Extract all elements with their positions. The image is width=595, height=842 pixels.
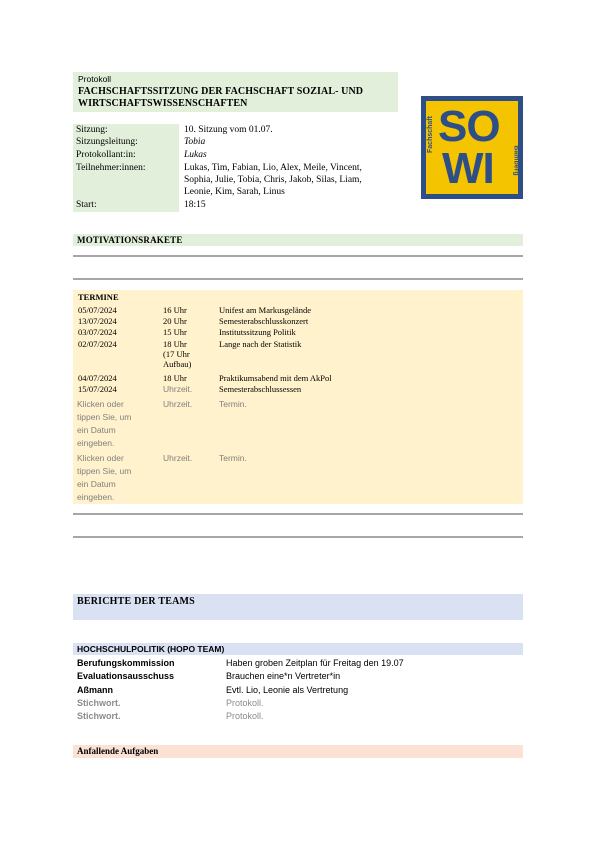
title-line-1: FACHSCHAFTSSITZUNG DER FACHSCHAFT SOZIAL- UND: [78, 86, 364, 97]
termin-event[interactable]: Lange nach der Statistik: [219, 339, 302, 349]
bericht-label[interactable]: Evaluationsausschuss: [77, 671, 175, 681]
placeholder-line: ein Datum: [77, 425, 116, 435]
divider: [73, 513, 523, 515]
start-value[interactable]: 18:15: [184, 200, 206, 210]
start-label: Start:: [76, 200, 97, 210]
time-placeholder[interactable]: Uhrzeit.: [163, 399, 193, 409]
bericht-label-placeholder[interactable]: Stichwort.: [77, 698, 121, 708]
teilnehmer-line-2: Sophia, Julie, Tobia, Chris, Jakob, Silas, Liam,: [184, 175, 362, 185]
leitung-label: Sitzungsleitung:: [76, 137, 138, 147]
termin-time[interactable]: [163, 339, 191, 369]
date-placeholder[interactable]: [77, 452, 131, 504]
teilnehmer-line-1: Lukas, Tim, Fabian, Lio, Alex, Meile, Vincent,: [184, 163, 362, 173]
termin-date[interactable]: 13/07/2024: [78, 316, 117, 326]
termin-event[interactable]: Praktikumsabend mit dem AkPol: [219, 373, 332, 383]
title-line-2: WIRTSCHAFTSWISSENSCHAFTEN: [78, 97, 248, 109]
termin-date[interactable]: 02/07/2024: [78, 339, 117, 349]
teilnehmer-label: Teilnehmer:innen:: [76, 163, 146, 173]
motivation-title: MOTIVATIONSRAKETE: [77, 235, 183, 245]
termin-event[interactable]: Unifest am Markusgelände: [219, 305, 312, 315]
termin-time-line: Aufbau): [163, 359, 192, 369]
divider: [73, 536, 523, 538]
termin-date[interactable]: 15/07/2024: [78, 384, 117, 394]
logo-side-left: Fachschaft: [426, 116, 434, 153]
bericht-label-placeholder[interactable]: Stichwort.: [77, 711, 121, 721]
divider: [73, 278, 523, 280]
bericht-value[interactable]: Evtl. Lio, Leonie als Vertretung: [226, 685, 349, 695]
placeholder-line: tippen Sie, um: [77, 412, 132, 422]
aufgaben-title: Anfallende Aufgaben: [77, 746, 159, 756]
termin-date[interactable]: 03/07/2024: [78, 327, 117, 337]
divider: [73, 255, 523, 257]
protokollant-value[interactable]: Lukas: [184, 150, 207, 160]
termin-event[interactable]: Semesterabschlusskonzert: [219, 316, 309, 326]
hopo-title: HOCHSCHULPOLITIK (HOPO TEAM): [77, 644, 225, 654]
placeholder-line: Klicken oder: [77, 453, 124, 463]
leitung-value[interactable]: Tobia: [184, 137, 206, 147]
sitzung-label: Sitzung:: [76, 125, 108, 135]
placeholder-line: ein Datum: [77, 479, 116, 489]
bericht-value[interactable]: Brauchen eine*n Vertreter*in: [226, 671, 341, 681]
termin-time[interactable]: 16 Uhr: [163, 305, 187, 315]
termin-event[interactable]: Semesterabschlussessen: [219, 384, 302, 394]
termin-time[interactable]: 18 Uhr: [163, 373, 187, 383]
termin-event[interactable]: Institutssitzung Politik: [219, 327, 296, 337]
event-placeholder[interactable]: Termin.: [219, 453, 247, 463]
document-title: [78, 86, 396, 109]
termin-time-line: 18 Uhr: [163, 339, 187, 349]
sowi-logo: [421, 96, 523, 199]
logo-text-top: SO: [438, 102, 500, 151]
logo-side-right: Bamberg: [512, 145, 520, 176]
termin-time[interactable]: 20 Uhr: [163, 316, 187, 326]
logo-inner: [426, 101, 518, 194]
termin-time-placeholder[interactable]: Uhrzeit.: [163, 384, 193, 394]
bericht-value[interactable]: Haben groben Zeitplan für Freitag den 19.07: [226, 658, 404, 668]
bericht-label[interactable]: Berufungskommission: [77, 658, 175, 668]
termin-time[interactable]: 15 Uhr: [163, 327, 187, 337]
termine-title: TERMINE: [78, 292, 119, 302]
placeholder-line: eingeben.: [77, 492, 115, 502]
placeholder-line: eingeben.: [77, 438, 115, 448]
event-placeholder[interactable]: Termin.: [219, 399, 247, 409]
date-placeholder[interactable]: [77, 398, 131, 450]
termin-date[interactable]: 05/07/2024: [78, 305, 117, 315]
teilnehmer-line-3: Leonie, Kim, Sarah, Linus: [184, 187, 285, 197]
bericht-label[interactable]: Aßmann: [77, 685, 113, 695]
termin-date[interactable]: 04/07/2024: [78, 373, 117, 383]
bericht-value-placeholder[interactable]: Protokoll.: [226, 711, 264, 721]
placeholder-line: tippen Sie, um: [77, 466, 132, 476]
berichte-title: BERICHTE DER TEAMS: [77, 596, 195, 607]
termin-time-line: (17 Uhr: [163, 349, 190, 359]
teilnehmer-value[interactable]: [184, 162, 362, 198]
logo-text-bottom: WI: [442, 144, 494, 193]
protokollant-label: Protokollant:in:: [76, 150, 136, 160]
placeholder-line: Klicken oder: [77, 399, 124, 409]
time-placeholder[interactable]: Uhrzeit.: [163, 453, 193, 463]
bericht-value-placeholder[interactable]: Protokoll.: [226, 698, 264, 708]
document-type-label: Protokoll: [78, 74, 112, 84]
sitzung-value[interactable]: 10. Sitzung vom 01.07.: [184, 125, 273, 135]
